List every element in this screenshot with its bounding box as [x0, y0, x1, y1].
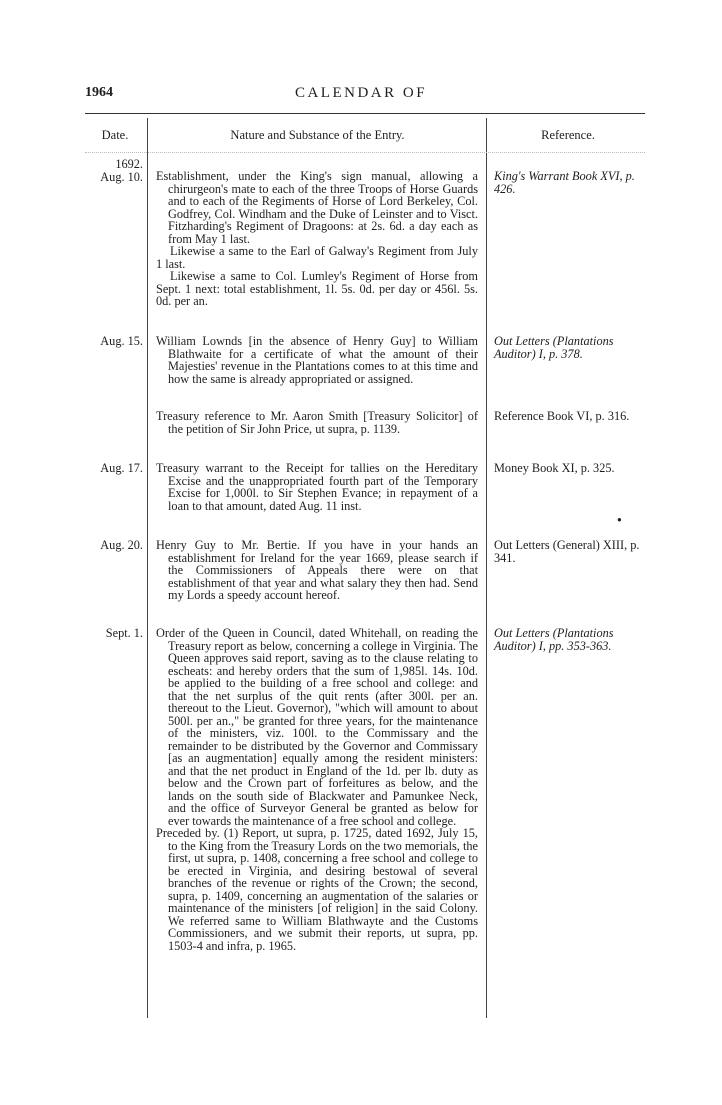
entry-reference: Out Letters (Plantations Auditor) I, p. 378.	[494, 334, 614, 361]
header-separator	[85, 152, 645, 153]
entry-reference: King's Warrant Book XVI, p. 426.	[494, 169, 635, 196]
entry-paragraph: Treasury warrant to the Receipt for tallies on the Hereditary Excise and the unappropriated fourth part of the Temporary Excise for 1,000l. to Sir Stephen Evance; in repayment of a loan to that amount, dated Aug. 11 inst.	[156, 461, 478, 513]
entry-paragraph: Henry Guy to Mr. Bertie. If you have in your hands an establishment for Ireland for the year 1669, please search if the Commissioners of Appeals there were on that establishment of that year and what salary they then had. Send my Lords a speedy account hereof.	[156, 538, 478, 602]
column-header-date: Date.	[101, 128, 129, 142]
entry-paragraph: Establishment, under the King's sign manual, allowing a chirurgeon's mate to each of the three Troops of Horse Guards and to each of the Regiments of Horse of Lord Berkeley, Col. Godfrey, Col. Windham and the Duke of Leinster and to Visct. Fitzharding's Regiment of Dragoons: at 2s. 6d. a day each as from May 1 last.	[156, 169, 478, 246]
entry-text	[156, 335, 478, 385]
entry-date: Aug. 15.	[100, 334, 143, 348]
entry-paragraph: Order of the Queen in Council, dated Whitehall, on reading the Treasury report as below, concerning a college in Virginia. The Queen approves said report, saving as to the clause relating to escheats: and hereby orders that the sum of 1,985l. 14s. 10d. be applied to the building of a free school and college: and that the net surplus of the quit rents (after 300l. per an. thereout to the Lieut. Governor), "which will amount to about 500l. per an.," be granted for three years, for the maintenance of the ministers, viz. 100l. to the Commissary and the remainder to be distributed by the Governor and Commissary [as an augmentation] equally among the resident ministers: and that the net product in England of the 1d. per lb. duty as below and the Crown part of forfeitures as below, and the lands on the south side of Blackwater and Pamunkee Neck, and the office of Surveyor General be granted as below for ever towards the maintenance of a free school and college.	[156, 626, 478, 828]
entry-text	[156, 539, 478, 602]
column-divider-left	[147, 118, 148, 1018]
entry-date: Aug. 20.	[100, 538, 143, 552]
entry-paragraph: William Lownds [in the absence of Henry Guy] to William Blathwaite for a certificate of what the amount of their Majesties' revenue in the Plantations comes to at this time and how the same is already appropriated or assigned.	[156, 334, 478, 386]
column-header-nature: Nature and Substance of the Entry.	[230, 128, 405, 142]
entry-year: 1692.	[115, 157, 143, 171]
entry-text	[156, 410, 478, 435]
entry-date	[85, 158, 143, 183]
page-speck: ●	[617, 515, 622, 524]
entry-reference: Reference Book VI, p. 316.	[494, 409, 630, 423]
entry-paragraph: Preceded by. (1) Report, ut supra, p. 1725, dated 1692, July 15, to the King from the Treasury Lords on the two memorials, the first, ut supra, p. 1408, concerning a free school and college to be erected in Virginia, and desiring bestowal of several branches of the revenue or rights of the Crown; the second, supra, p. 1409, concerning an augmentation of the salaries or maintenance of the ministers [of religion] in the said Colony. We referred same to William Blathwayte and the Customs Commissioners, and we submit their reports, ut supra, pp. 1503-4 and infra, p. 1965.	[156, 826, 478, 953]
entry-date-text: Aug. 10.	[100, 169, 143, 184]
entry-text	[156, 627, 478, 952]
entry-paragraph: Treasury reference to Mr. Aaron Smith [Treasury Solicitor] of the petition of Sir John Price, ut supra, p. 1139.	[156, 409, 478, 436]
entry-paragraph: Likewise a same to Col. Lumley's Regiment of Horse from Sept. 1 next: total establishment, 1l. 5s. 0d. per day or 456l. 5s. 0d. per an.	[156, 269, 478, 308]
column-divider-right	[486, 118, 487, 1018]
column-header-reference: Reference.	[541, 128, 595, 142]
entry-paragraph: Likewise a same to the Earl of Galway's Regiment from July 1 last.	[156, 244, 478, 271]
entry-date: Sept. 1.	[105, 626, 143, 640]
entry-reference: Out Letters (Plantations Auditor) I, pp. 353-363.	[494, 626, 614, 653]
entry-reference: Out Letters (General) XIII, p. 341.	[494, 538, 640, 565]
header-rule	[85, 113, 645, 114]
entry-date: Aug. 17.	[100, 461, 143, 475]
page-title: CALENDAR OF	[294, 85, 428, 101]
entry-reference: Money Book XI, p. 325.	[494, 461, 615, 475]
entry-text	[156, 462, 478, 512]
page-number: 1964	[85, 85, 113, 100]
entry-text	[156, 170, 478, 308]
